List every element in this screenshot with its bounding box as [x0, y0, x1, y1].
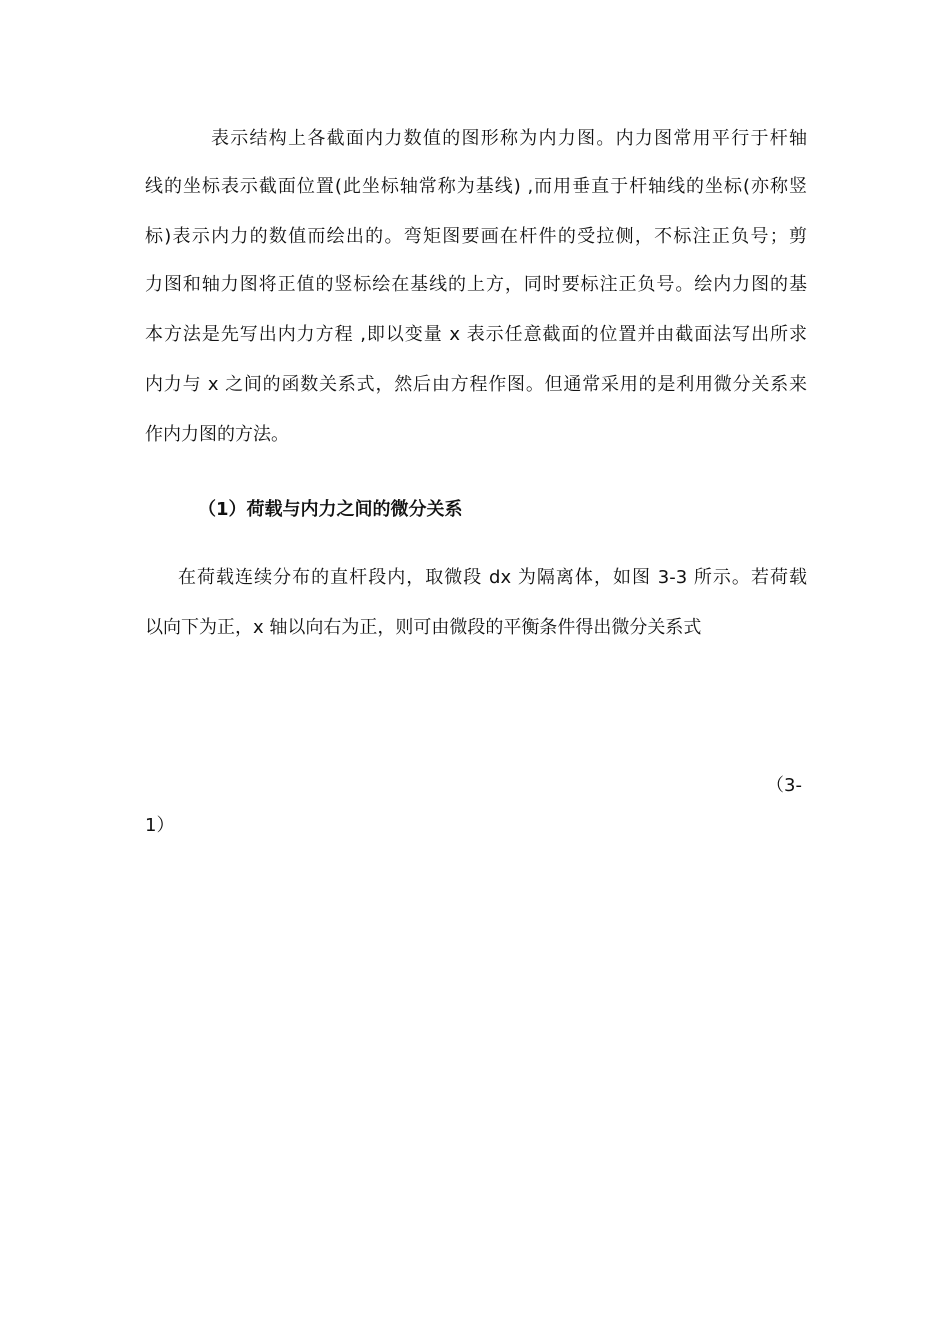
paragraph1-line-4: 力图和轴力图将正值的竖标绘在基线的上方，同时要标注正负号。绘内力图的基: [145, 274, 807, 295]
paragraph1-line-2: 线的坐标表示截面位置(此坐标轴常称为基线) ,而用垂直于杆轴线的坐标(亦称竖: [145, 176, 807, 197]
paragraph2-line-1: 在荷载连续分布的直杆段内，取微段 dx 为隔离体，如图 3-3 所示。若荷载: [178, 567, 807, 588]
paragraph1-line-1: 表示结构上各截面内力数值的图形称为内力图。内力图常用平行于杆轴: [211, 128, 807, 149]
paragraph1-line-7: 作内力图的方法。: [145, 424, 289, 445]
paragraph2-line-2: 以向下为正，x 轴以向右为正，则可由微段的平衡条件得出微分关系式: [145, 617, 702, 638]
equation-number-part1: （3-: [766, 775, 802, 796]
section-heading: （1）荷载与内力之间的微分关系: [198, 499, 463, 520]
paragraph1-line-5: 本方法是先写出内力方程 ,即以变量 x 表示任意截面的位置并由截面法写出所求: [145, 324, 807, 345]
equation-number-part2: 1）: [145, 815, 175, 836]
paragraph1-line-3: 标)表示内力的数值而绘出的。弯矩图要画在杆件的受拉侧，不标注正负号；剪: [145, 226, 807, 247]
paragraph1-line-6: 内力与 x 之间的函数关系式，然后由方程作图。但通常采用的是利用微分关系来: [145, 374, 807, 395]
